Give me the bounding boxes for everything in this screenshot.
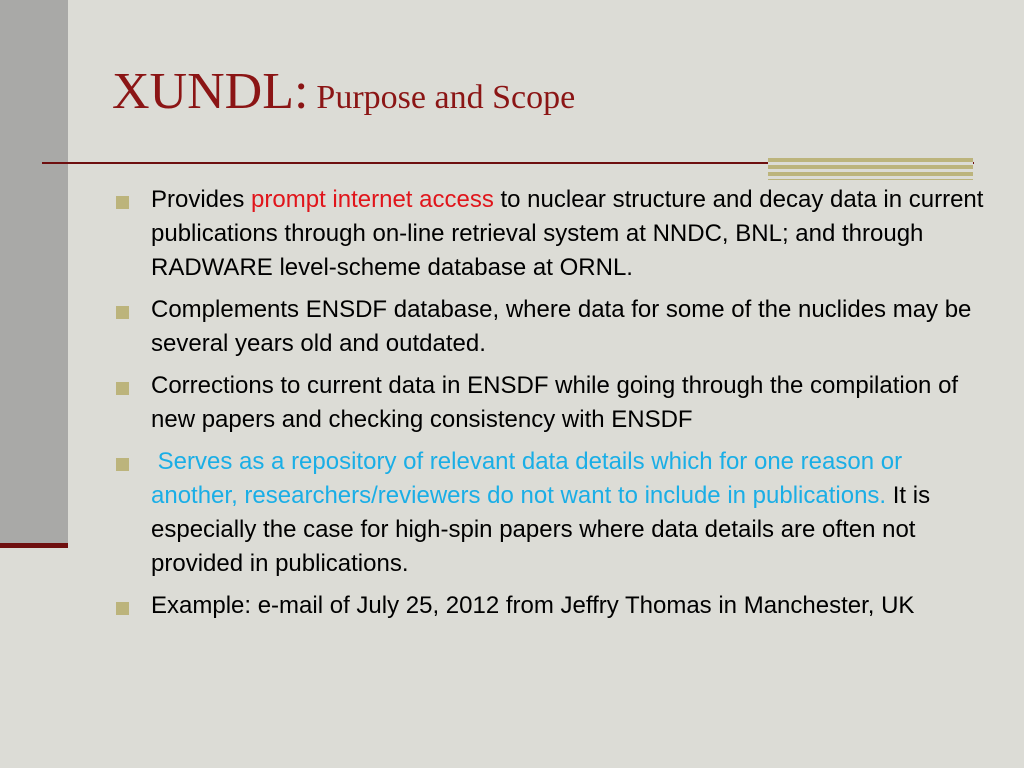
bullet-item-internet-access — [114, 183, 994, 285]
left-decor-bar — [0, 0, 68, 543]
accent-stripes — [768, 158, 973, 180]
title-main: XUNDL: — [112, 63, 309, 120]
square-bullet-icon — [116, 458, 129, 471]
highlight-text: Serves as a repository of relevant data details which for one reason or another, researchers/reviewers do not want to include in publications. — [151, 448, 903, 509]
highlight-text: prompt internet access — [251, 186, 494, 213]
left-decor-underline — [0, 543, 68, 548]
bullet-text: Provides — [151, 186, 252, 213]
square-bullet-icon — [116, 382, 129, 395]
title-subtitle: Purpose and Scope — [316, 79, 576, 116]
bullet-text: Example: e-mail of July 25, 2012 from Jeffry Thomas in Manchester, UK — [151, 592, 915, 619]
bullet-text: Complements ENSDF database, where data for some of the nuclides may be several years old and outdated. — [151, 296, 972, 357]
bullet-item-corrections — [114, 369, 994, 437]
bullet-text: Corrections to current data in ENSDF while going through the compilation of new papers and checking consistency with ENSDF — [151, 372, 959, 433]
bullet-text: It is especially the case for high-spin papers where data details are often not provided in publications. — [151, 482, 931, 577]
slide-title — [112, 62, 575, 121]
bullet-text: to nuclear structure and decay data in current publications through on-line retrieval system at NNDC, BNL; and through RADWARE level-scheme database at ORNL. — [151, 186, 984, 281]
bullet-item-complements-ensdf — [114, 293, 994, 361]
bullet-item-example — [114, 589, 994, 623]
square-bullet-icon — [116, 196, 129, 209]
square-bullet-icon — [116, 602, 129, 615]
bullet-item-repository — [114, 445, 994, 581]
square-bullet-icon — [116, 306, 129, 319]
bullet-list — [114, 183, 994, 631]
